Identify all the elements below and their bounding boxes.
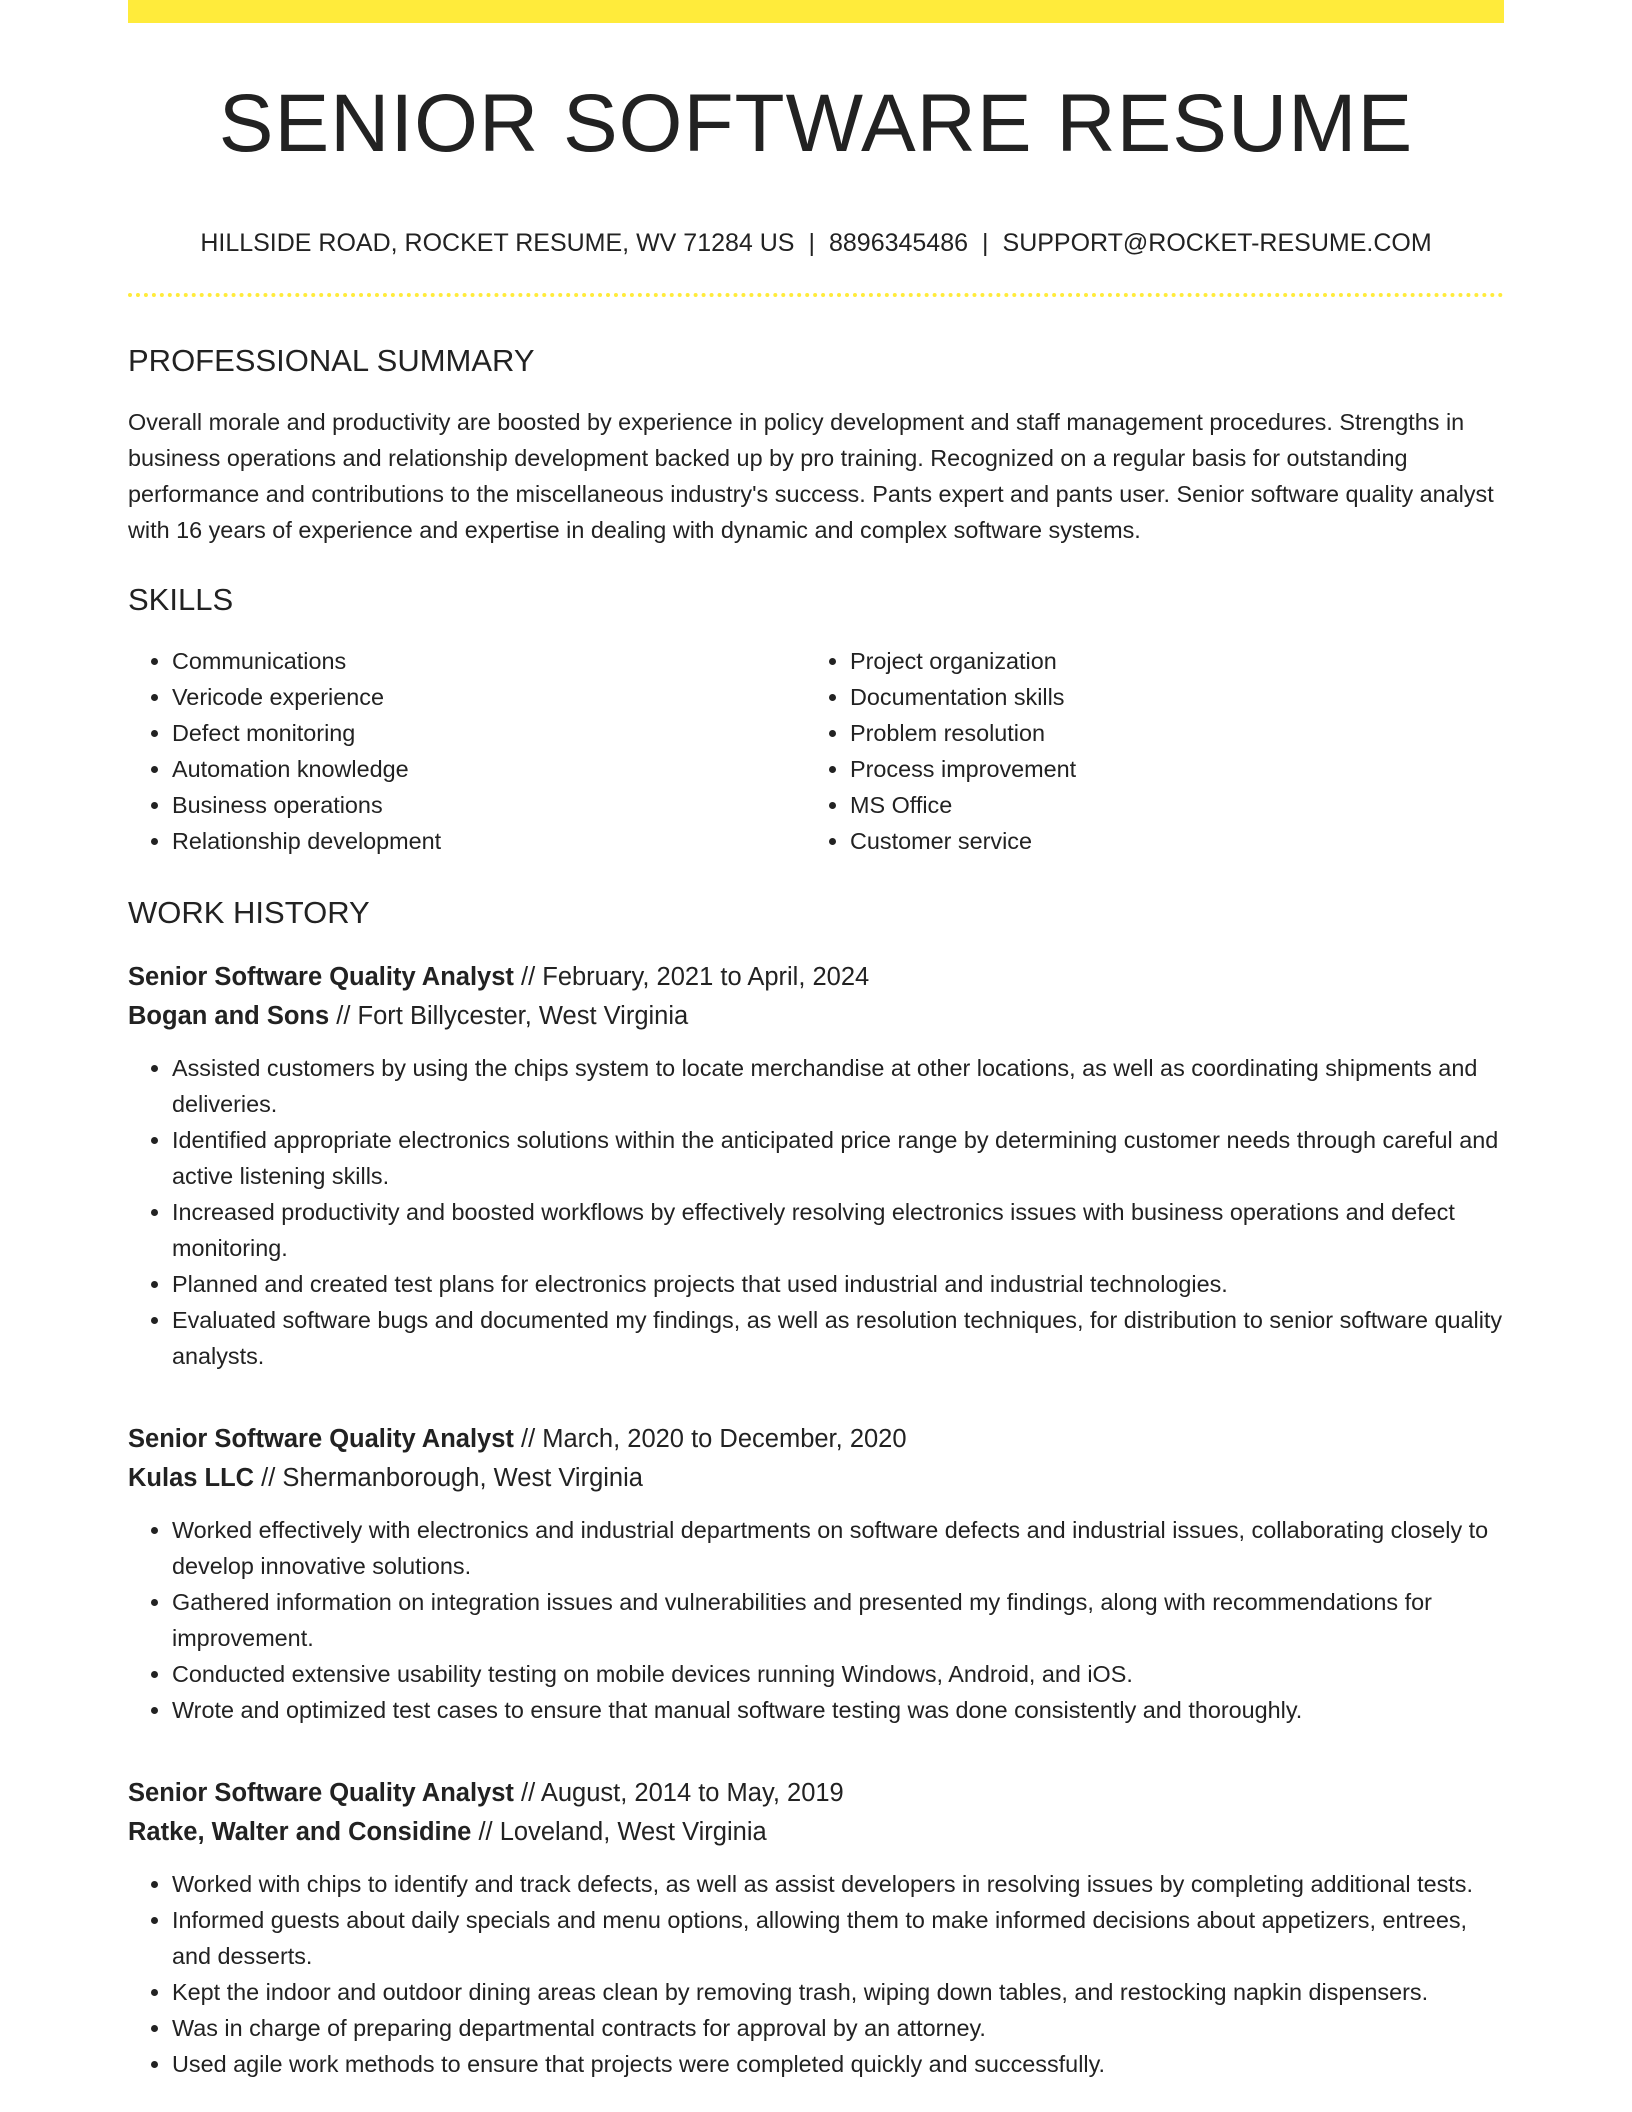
- summary-text: Overall morale and productivity are boosted by experience in policy development and staff management procedures. Strengths in business operations and relationship development backed up by pro training. Recognized on a regular basis for outstanding performance and contributions to the miscellaneous industry's success. Pants expert and pants user. Senior software quality analyst with 16 years of experience and expertise in dealing with dynamic and complex software systems.: [128, 409, 1494, 543]
- job-role: Senior Software Quality Analyst: [128, 1779, 514, 1807]
- job-entry: [128, 958, 1504, 1374]
- job-bullets: [128, 1050, 1504, 1374]
- job-bullet: • Worked effectively with electronics and industrial departments on software defects and industrial issues, collaborating closely to develop innovative solutions.: [172, 1512, 1504, 1584]
- skill-item: • Vericode experience: [172, 679, 806, 715]
- job-location: // Shermanborough, West Virginia: [254, 1464, 643, 1492]
- job-company: Ratke, Walter and Considine: [128, 1818, 472, 1846]
- job-bullet: • Informed guests about daily specials and menu options, allowing them to make informed decisions about appetizers, entrees, and desserts.: [172, 1902, 1504, 1974]
- contact-email: SUPPORT@ROCKET-RESUME.COM: [1002, 229, 1432, 257]
- job-bullet: • Identified appropriate electronics solutions within the anticipated price range by determining customer needs through careful and active listening skills.: [172, 1122, 1504, 1194]
- skills-heading: SKILLS: [128, 582, 234, 617]
- job-bullet: • Kept the indoor and outdoor dining areas clean by removing trash, wiping down tables, and restocking napkin dispensers.: [172, 1974, 1504, 2010]
- skill-item: • Customer service: [850, 823, 1484, 859]
- job-role: Senior Software Quality Analyst: [128, 963, 514, 991]
- summary-heading: PROFESSIONAL SUMMARY: [128, 343, 535, 378]
- job-title-line: [128, 1774, 1504, 1813]
- skills-column-right: [806, 643, 1484, 859]
- job-location: // Fort Billycester, West Virginia: [329, 1002, 689, 1030]
- contact-phone: 8896345486: [828, 229, 969, 257]
- job-bullet: • Assisted customers by using the chips system to locate merchandise at other locations, as well as coordinating shipments and deliveries.: [172, 1050, 1504, 1122]
- job-bullets: [128, 1866, 1504, 2082]
- contact-line: [128, 231, 1504, 256]
- job-title-line: [128, 958, 1504, 997]
- job-bullet: • Increased productivity and boosted workflows by effectively resolving electronics issues with business operations and defect monitoring.: [172, 1194, 1504, 1266]
- job-role: Senior Software Quality Analyst: [128, 1425, 514, 1453]
- job-entry: [128, 1420, 1504, 1728]
- job-entry: [128, 1774, 1504, 2082]
- job-bullet: • Evaluated software bugs and documented my findings, as well as resolution techniques, for distribution to senior software quality analysts.: [172, 1302, 1504, 1374]
- top-accent-bar: [128, 0, 1504, 23]
- job-bullet: • Worked with chips to identify and track defects, as well as assist developers in resolving issues by completing additional tests.: [172, 1866, 1504, 1902]
- work-history-heading: WORK HISTORY: [128, 895, 370, 930]
- skill-item: • Documentation skills: [850, 679, 1484, 715]
- job-dates: // March, 2020 to December, 2020: [513, 1425, 907, 1453]
- job-dates: // August, 2014 to May, 2019: [513, 1779, 844, 1807]
- skills-grid: [128, 643, 1504, 859]
- job-company: Kulas LLC: [128, 1464, 255, 1492]
- contact-separator: |: [808, 229, 815, 257]
- job-company-line: [128, 997, 1504, 1036]
- skill-item: • Defect monitoring: [172, 715, 806, 751]
- job-company-line: [128, 1813, 1504, 1852]
- job-bullet: • Planned and created test plans for electronics projects that used industrial and industrial technologies.: [172, 1266, 1504, 1302]
- skill-item: • Business operations: [172, 787, 806, 823]
- job-company-line: [128, 1459, 1504, 1498]
- skill-item: • Project organization: [850, 643, 1484, 679]
- job-title-line: [128, 1420, 1504, 1459]
- header-divider: [128, 293, 1504, 297]
- skill-item: • Automation knowledge: [172, 751, 806, 787]
- job-dates: // February, 2021 to April, 2024: [513, 963, 870, 991]
- job-location: // Loveland, West Virginia: [471, 1818, 767, 1846]
- skill-item: • Process improvement: [850, 751, 1484, 787]
- skill-item: • Communications: [172, 643, 806, 679]
- resume-page: [128, 0, 1504, 2082]
- job-bullet: • Used agile work methods to ensure that projects were completed quickly and successfully.: [172, 2046, 1504, 2082]
- job-bullets: [128, 1512, 1504, 1728]
- job-bullet: • Wrote and optimized test cases to ensure that manual software testing was done consistently and thoroughly.: [172, 1692, 1504, 1728]
- job-bullet: • Gathered information on integration issues and vulnerabilities and presented my findings, along with recommendations for improvement.: [172, 1584, 1504, 1656]
- contact-separator: |: [982, 229, 989, 257]
- skill-item: • Relationship development: [172, 823, 806, 859]
- job-company: Bogan and Sons: [128, 1002, 330, 1030]
- job-bullet: • Was in charge of preparing departmental contracts for approval by an attorney.: [172, 2010, 1504, 2046]
- skill-item: • Problem resolution: [850, 715, 1484, 751]
- resume-title: SENIOR SOFTWARE RESUME: [218, 78, 1414, 169]
- skills-column-left: [128, 643, 806, 859]
- skill-item: • MS Office: [850, 787, 1484, 823]
- job-bullet: • Conducted extensive usability testing on mobile devices running Windows, Android, and iOS.: [172, 1656, 1504, 1692]
- contact-address: HILLSIDE ROAD, ROCKET RESUME, WV 71284 US: [200, 229, 795, 257]
